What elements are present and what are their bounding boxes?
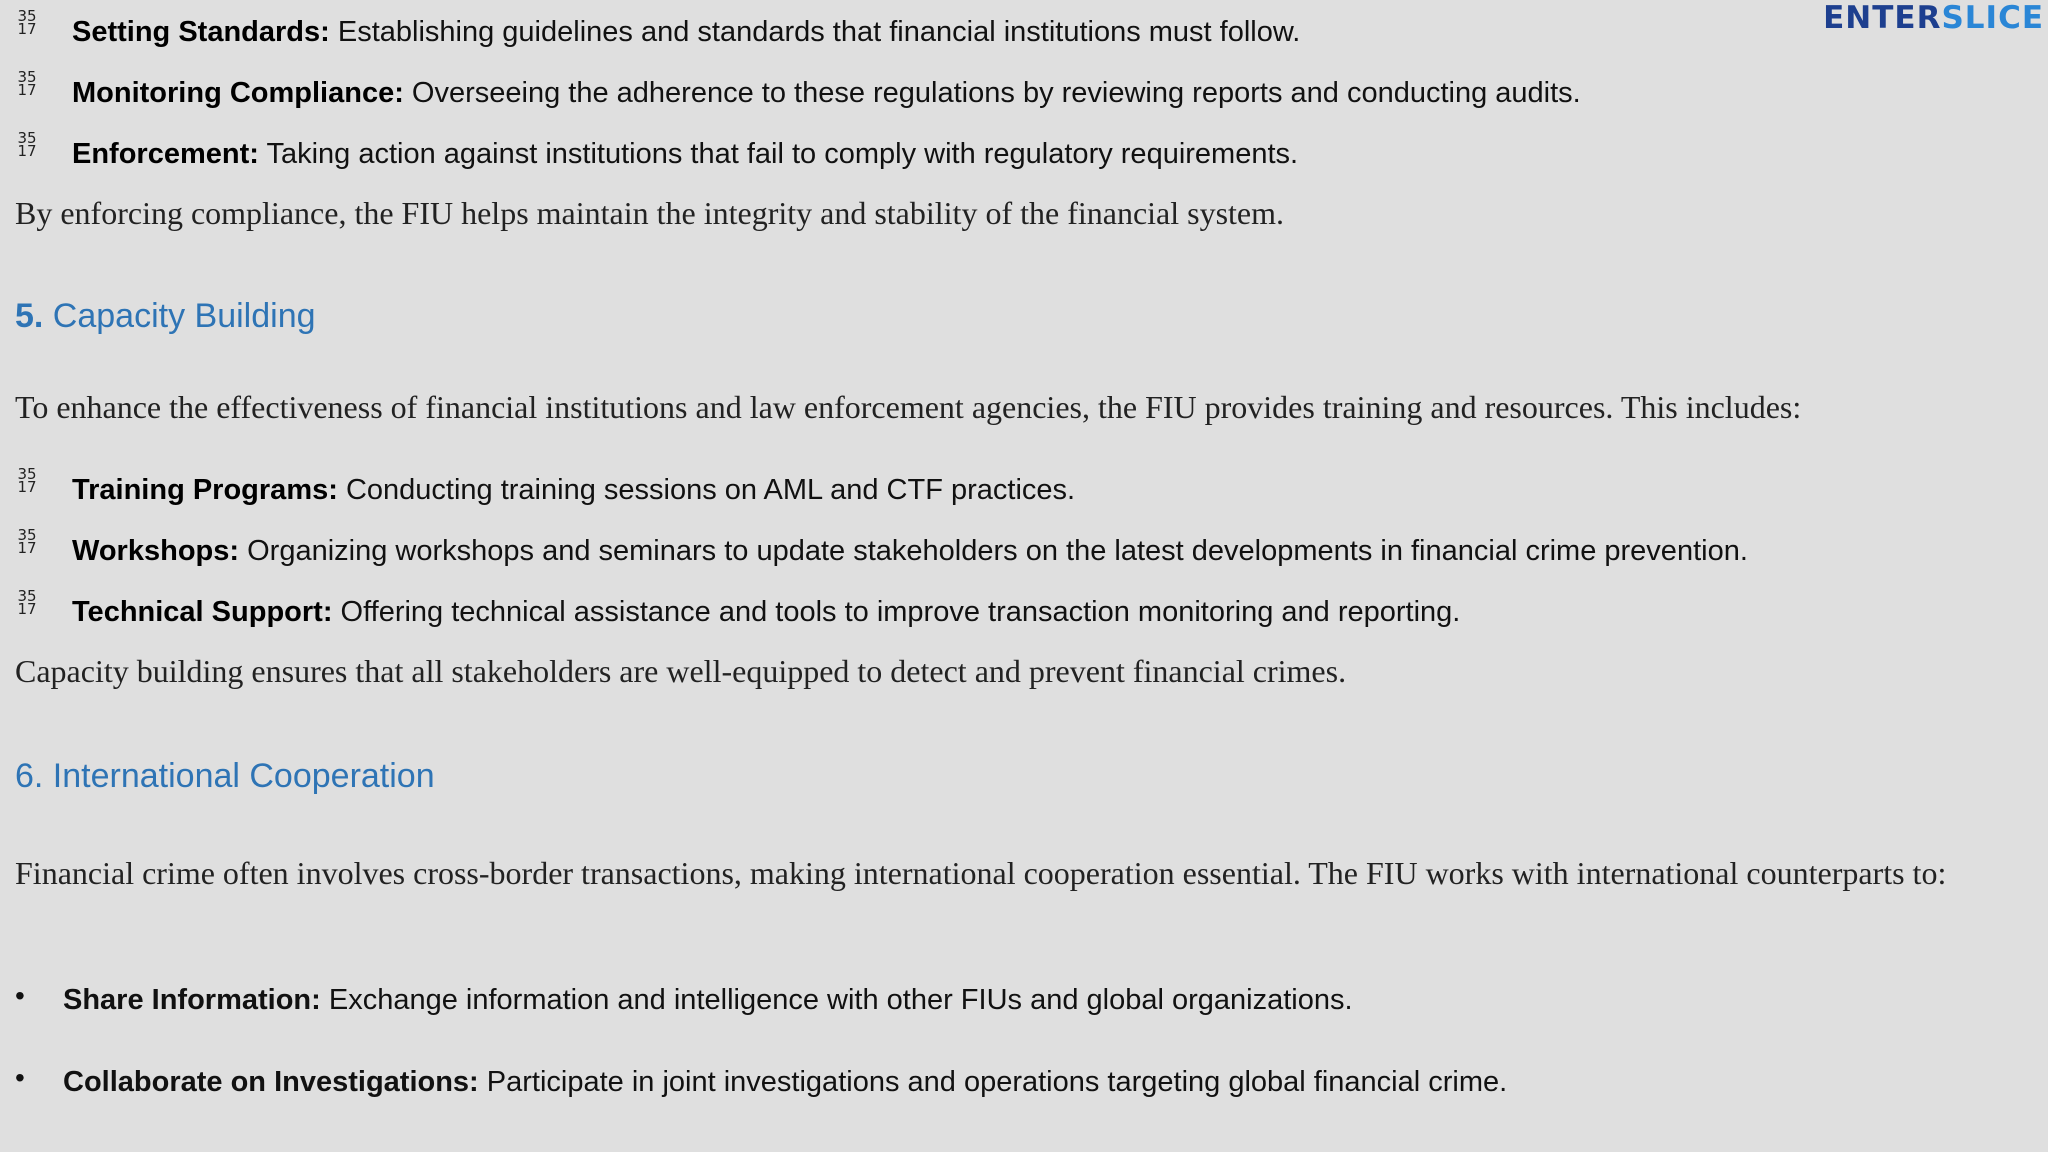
logo-text-slice: SLICE [1941, 0, 2044, 36]
enterslice-logo [1823, 0, 2044, 36]
section4-closing: By enforcing compliance, the FIU helps maintain the integrity and stability of the financial system. [15, 195, 1285, 231]
bullet-item-text: Share Information: Exchange information and intelligence with other FIUs and global organizations. [63, 984, 1353, 1016]
list-item-text: Setting Standards: Establishing guidelines and standards that financial institutions must follow. [72, 16, 1301, 48]
bullet-dot: • [15, 1062, 25, 1093]
section5-intro: To enhance the effectiveness of financial institutions and law enforcement agencies, the FIU provides training and resources. This includes: [15, 389, 1802, 425]
list-item-text: Monitoring Compliance: Overseeing the adherence to these regulations by reviewing reports and conducting audits. [72, 77, 1581, 109]
list-item-text: Technical Support: Offering technical assistance and tools to improve transaction monitoring and reporting. [72, 596, 1461, 628]
list-marker: 35 17 [17, 587, 37, 618]
section5-closing: Capacity building ensures that all stakeholders are well-equipped to detect and prevent financial crimes. [15, 653, 1347, 689]
list-item-text: Training Programs: Conducting training sessions on AML and CTF practices. [72, 474, 1076, 506]
section-heading: 6. International Cooperation [15, 757, 435, 795]
logo-text-enter: ENTER [1823, 0, 1942, 36]
list-marker: 35 17 [17, 68, 37, 99]
list-item-text: Enforcement: Taking action against institutions that fail to comply with regulatory requirements. [72, 138, 1299, 170]
list-marker: 35 17 [17, 7, 37, 38]
list-marker: 35 17 [17, 526, 37, 557]
section6-intro: Financial crime often involves cross-border transactions, making international cooperation essential. The FIU works with international counterparts to: [15, 855, 1947, 891]
list-marker: 35 17 [17, 129, 37, 160]
bullet-dot: • [15, 980, 25, 1011]
section-heading: 5. Capacity Building [15, 297, 316, 335]
list-marker: 35 17 [17, 465, 37, 496]
bullet-item-text: Collaborate on Investigations: Participate in joint investigations and operations targeting global financial crime. [63, 1066, 1508, 1098]
list-item-text: Workshops: Organizing workshops and seminars to update stakeholders on the latest developments in financial crime prevention. [72, 535, 1748, 567]
